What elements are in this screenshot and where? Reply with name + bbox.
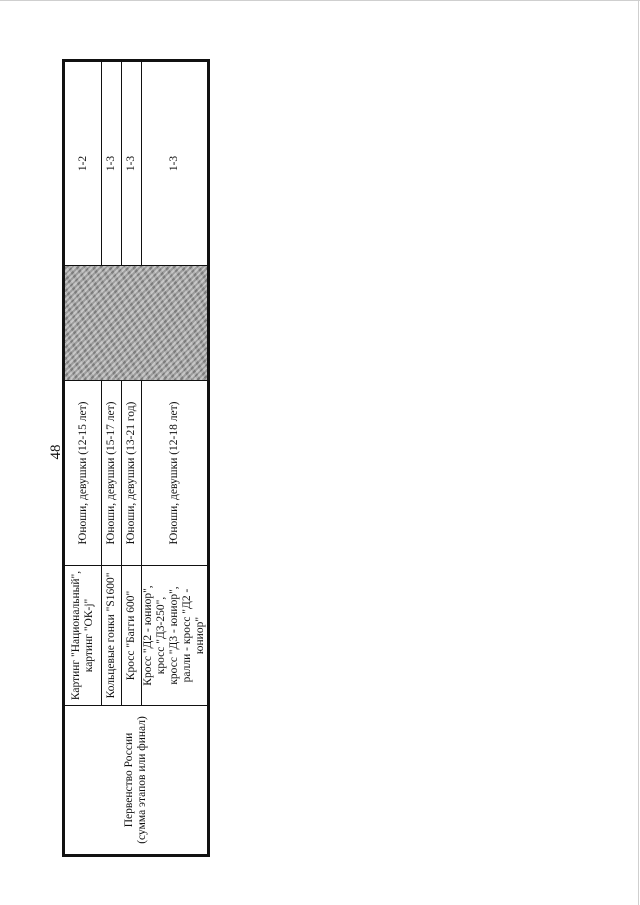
discipline-line: Кросс "Д2 - юниор", [142,585,154,686]
discipline-cell [64,566,102,706]
page-number: 48 [48,444,64,460]
discipline-line: картинг "ОК-j" [83,598,95,673]
age-group-cell: Юноши, девушки (15-17 лет) [102,381,122,566]
event-title: Первенство России [123,732,135,828]
places-cell: 1-3 [122,61,142,266]
discipline-line: Картинг "Национальный", [70,570,82,701]
discipline-cell: Кольцевые гонки "S1600" [102,566,122,706]
scan-border-right [638,0,639,905]
discipline-line: кросс "Д3 - юниор", [168,586,180,685]
rotated-table-page [62,62,208,857]
places-cell: 1-2 [64,61,102,266]
event-cell [64,706,209,856]
event-subtitle: (сумма этапов или финал) [136,716,148,844]
places-cell: 1-3 [142,61,209,266]
shaded-cell [64,266,209,381]
scan-border-top [0,0,640,1]
places-cell: 1-3 [102,61,122,266]
discipline-cell: Кросс "Багги 600" [122,566,142,706]
age-group-cell: Юноши, девушки (13-21 год) [122,381,142,566]
discipline-line: ралли - кросс "Д2 - юниор" [181,588,206,683]
age-group-cell: Юноши, девушки (12-15 лет) [64,381,102,566]
age-group-cell: Юноши, девушки (12-18 лет) [142,381,209,566]
discipline-cell [142,566,209,706]
discipline-line: кросс "Д3-250", [155,596,167,675]
table-row [64,61,102,856]
competition-table [62,59,210,857]
